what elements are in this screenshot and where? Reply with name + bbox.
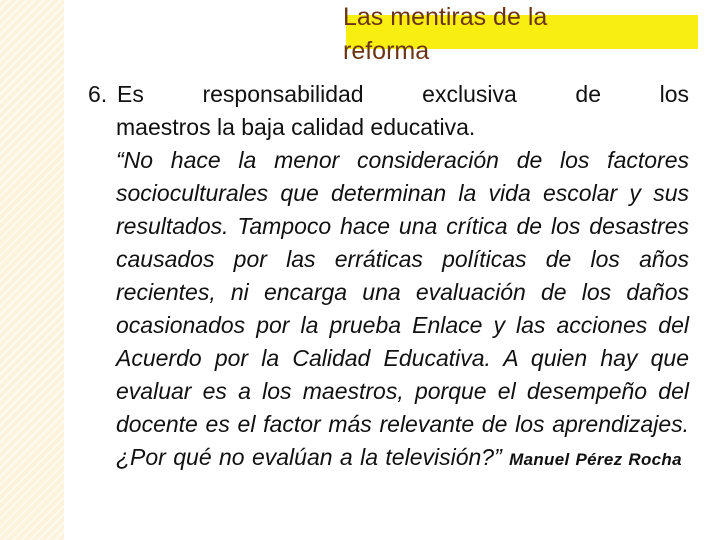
item-heading-line-1: Es responsabilidad exclusiva de los	[117, 81, 689, 107]
quote-text: “No hace la menor consideración de los factores socioculturales que determinan la vida escolar y sus resultados. Tampoco hace una crítica de los desastres causados por las erráticas políticas de los años recientes, ni encarga una evaluación de los daños ocasionados por la prueba Enlace y las acciones del Acuerdo por la Calidad Educativa. A quien hay que evaluar es a los maestros, porque el desempeño del docente es el factor más relevante de los aprendizajes. ¿Por qué no evalúan a la televisión?”	[116, 147, 689, 470]
item-heading-line	[88, 78, 689, 111]
item-heading-line-2: maestros la baja calidad educativa.	[116, 114, 476, 140]
item-number: 6.	[88, 81, 108, 107]
quote-author: Manuel Pérez Rocha	[509, 450, 682, 469]
decorative-left-strip	[0, 0, 64, 540]
quote-paragraph	[116, 144, 689, 476]
title-box	[338, 0, 698, 76]
slide-title: Las mentiras de la reforma	[343, 3, 548, 65]
numbered-item	[88, 78, 689, 476]
